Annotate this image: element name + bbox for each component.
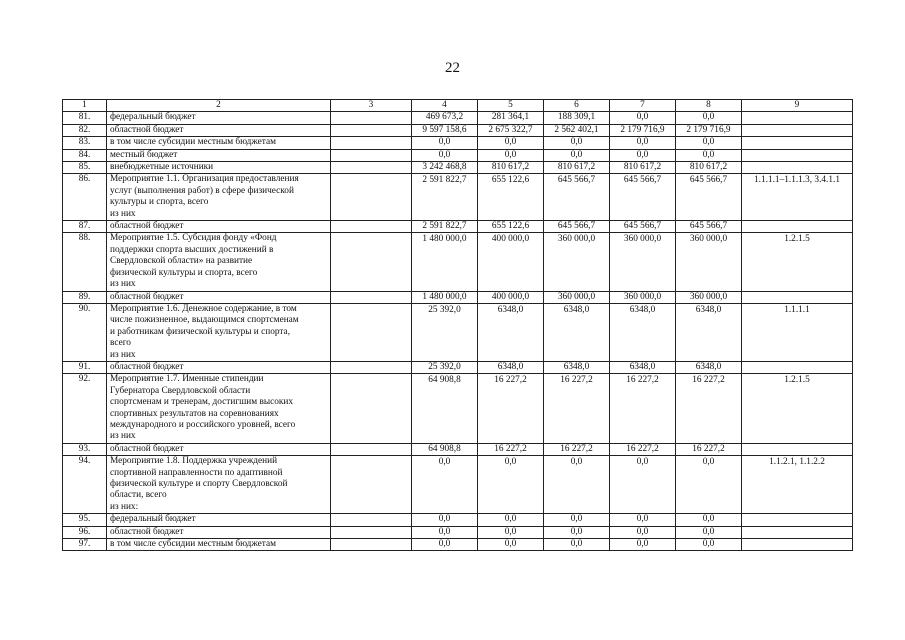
value-cell: 25 392,0 [412,361,478,373]
value-cell: 0,0 [544,539,610,551]
value-cell: 6348,0 [676,361,742,373]
row-number-cell: 97. [63,539,107,551]
row-name-line: Губернатора Свердловской области [110,385,251,396]
value-cell: 16 227,2 [544,374,610,443]
row-name-line: спортивной направленности по адаптивной [110,467,283,478]
row-name-cell [107,124,331,136]
row-name-line: в том числе субсидии местным бюджетам [110,539,276,550]
value-cell: 655 122,6 [478,174,544,221]
row-number-cell: 93. [63,443,107,455]
value-cell: 0,0 [412,514,478,526]
row-name-cell [107,221,331,233]
row-number-cell: 89. [63,291,107,303]
value-cell: 0,0 [676,539,742,551]
header-cell: 1 [63,100,107,112]
row-name-line: из них: [110,501,139,512]
target-indicator-cell [742,137,853,149]
row-name-line: спортсменам и тренерам, достигшим высоких [110,397,294,408]
row-name-cell [107,174,331,221]
value-cell: 9 597 158,6 [412,124,478,136]
row-name-line: физической культуры и спорта, всего [110,267,258,278]
table-row [63,443,853,455]
row-name-cell [107,456,331,514]
table-row [63,539,853,551]
header-cell: 8 [676,100,742,112]
row-number-cell: 87. [63,221,107,233]
column-3-cell [331,526,412,538]
value-cell: 188 309,1 [544,112,610,124]
page-number: 22 [445,60,460,76]
row-name-cell [107,233,331,291]
value-cell: 0,0 [478,526,544,538]
value-cell: 16 227,2 [610,374,676,443]
value-cell: 400 000,0 [478,233,544,291]
table-row [63,137,853,149]
value-cell: 64 908,8 [412,443,478,455]
row-number-cell: 84. [63,149,107,161]
row-name-line: Мероприятие 1.6. Денежное содержание, в том [110,303,297,314]
target-indicator-cell [742,443,853,455]
header-cell: 3 [331,100,412,112]
value-cell: 0,0 [478,514,544,526]
value-cell: 6348,0 [478,361,544,373]
column-3-cell [331,221,412,233]
row-number-cell: 91. [63,361,107,373]
row-name-cell [107,137,331,149]
value-cell: 16 227,2 [676,374,742,443]
row-number-cell: 90. [63,303,107,361]
value-cell: 0,0 [610,149,676,161]
value-cell: 810 617,2 [610,162,676,174]
column-3-cell [331,162,412,174]
value-cell: 2 562 402,1 [544,124,610,136]
row-number-cell: 95. [63,514,107,526]
row-name-line: областной бюджет [110,361,184,372]
value-cell: 0,0 [610,539,676,551]
value-cell: 6348,0 [544,303,610,361]
value-cell: 2 591 822,7 [412,174,478,221]
value-cell: 0,0 [544,149,610,161]
value-cell: 0,0 [676,137,742,149]
row-name-line: услуг (выполнения работ) в сфере физической [110,185,294,196]
value-cell: 1 480 000,0 [412,233,478,291]
value-cell: 645 566,7 [610,221,676,233]
row-name-line: из них [110,208,136,219]
value-cell: 400 000,0 [478,291,544,303]
table-row [63,174,853,221]
value-cell: 645 566,7 [544,174,610,221]
value-cell: 810 617,2 [676,162,742,174]
table-row [63,221,853,233]
row-name-cell [107,539,331,551]
target-indicator-cell [742,112,853,124]
value-cell: 2 675 322,7 [478,124,544,136]
row-number-cell: 94. [63,456,107,514]
row-name-line: числе пожизненное, выдающимся спортсменам [110,315,299,326]
value-cell: 0,0 [610,456,676,514]
value-cell: 0,0 [676,112,742,124]
table-row [63,233,853,291]
row-name-line: местный бюджет [110,149,178,160]
value-cell: 0,0 [544,137,610,149]
row-name-line: областной бюджет [110,526,184,537]
value-cell: 3 242 468,8 [412,162,478,174]
column-3-cell [331,112,412,124]
value-cell: 810 617,2 [478,162,544,174]
table-row [63,291,853,303]
target-indicator-cell [742,221,853,233]
row-name-line: федеральный бюджет [110,112,196,123]
value-cell: 0,0 [412,149,478,161]
value-cell: 0,0 [676,526,742,538]
value-cell: 360 000,0 [610,291,676,303]
value-cell: 6348,0 [478,303,544,361]
table-row [63,514,853,526]
value-cell: 0,0 [478,149,544,161]
column-3-cell [331,124,412,136]
row-name-line: Мероприятие 1.8. Поддержка учреждений [110,456,278,467]
row-name-cell [107,526,331,538]
row-number-cell: 86. [63,174,107,221]
row-name-cell [107,149,331,161]
header-cell: 9 [742,100,853,112]
value-cell: 0,0 [544,526,610,538]
header-cell: 5 [478,100,544,112]
row-number-cell: 82. [63,124,107,136]
value-cell: 0,0 [412,456,478,514]
target-indicator-cell: 1.1.1.1 [742,303,853,361]
column-3-cell [331,291,412,303]
row-name-line: Мероприятие 1.1. Организация предоставления [110,174,299,185]
value-cell: 360 000,0 [544,233,610,291]
table-row [63,361,853,373]
table-body [63,100,853,551]
target-indicator-cell [742,291,853,303]
value-cell: 645 566,7 [676,221,742,233]
value-cell: 360 000,0 [544,291,610,303]
value-cell: 25 392,0 [412,303,478,361]
column-3-cell [331,137,412,149]
row-name-line: поддержки спорта высших достижений в [110,244,274,255]
row-number-cell: 96. [63,526,107,538]
value-cell: 0,0 [478,456,544,514]
table-row [63,303,853,361]
value-cell: 645 566,7 [676,174,742,221]
row-name-line: из них [110,349,136,360]
value-cell: 0,0 [412,539,478,551]
column-3-cell [331,443,412,455]
row-name-line: спортивных результатов на соревнованиях [110,408,279,419]
budget-table [62,99,853,551]
value-cell: 360 000,0 [676,291,742,303]
row-name-line: Свердловской области» на развитие [110,256,253,267]
row-name-line: области, всего [110,490,167,501]
row-number-cell: 81. [63,112,107,124]
column-3-cell [331,361,412,373]
row-name-line: областной бюджет [110,124,184,135]
value-cell: 6348,0 [676,303,742,361]
value-cell: 0,0 [478,539,544,551]
column-3-cell [331,539,412,551]
column-3-cell [331,233,412,291]
row-number-cell: 88. [63,233,107,291]
value-cell: 2 179 716,9 [676,124,742,136]
row-name-line: областной бюджет [110,443,184,454]
value-cell: 0,0 [478,137,544,149]
row-name-line: и работникам физической культуры и спорта, [110,326,291,337]
value-cell: 0,0 [676,149,742,161]
row-name-line: всего [110,338,131,349]
value-cell: 0,0 [610,526,676,538]
target-indicator-cell [742,526,853,538]
target-indicator-cell [742,539,853,551]
value-cell: 810 617,2 [544,162,610,174]
row-name-cell [107,443,331,455]
target-indicator-cell [742,162,853,174]
target-indicator-cell: 1.2.1.5 [742,233,853,291]
value-cell: 64 908,8 [412,374,478,443]
target-indicator-cell [742,124,853,136]
value-cell: 2 591 822,7 [412,221,478,233]
row-name-line: физической культуре и спорту Свердловской [110,479,288,489]
table-row [63,456,853,514]
value-cell: 1 480 000,0 [412,291,478,303]
value-cell: 645 566,7 [610,174,676,221]
header-cell: 4 [412,100,478,112]
column-3-cell [331,174,412,221]
header-cell: 6 [544,100,610,112]
column-3-cell [331,303,412,361]
table-row [63,124,853,136]
row-name-cell [107,374,331,443]
row-name-line: в том числе субсидии местным бюджетам [110,137,276,148]
value-cell: 6348,0 [544,361,610,373]
value-cell: 16 227,2 [478,374,544,443]
target-indicator-cell [742,361,853,373]
row-number-cell: 92. [63,374,107,443]
value-cell: 0,0 [676,514,742,526]
value-cell: 6348,0 [610,361,676,373]
value-cell: 0,0 [544,514,610,526]
row-name-cell [107,162,331,174]
row-name-cell [107,303,331,361]
row-name-line: международного и российского уровней, всего [110,419,296,430]
value-cell: 0,0 [412,137,478,149]
row-name-line: культуры и спорта, всего [110,197,209,208]
row-name-line: Мероприятие 1.7. Именные стипендии [110,374,264,385]
row-name-line: областной бюджет [110,291,184,302]
row-name-cell [107,514,331,526]
header-cell: 7 [610,100,676,112]
value-cell: 655 122,6 [478,221,544,233]
column-3-cell [331,514,412,526]
row-name-cell [107,361,331,373]
table-row [63,374,853,443]
row-number-cell: 83. [63,137,107,149]
value-cell: 0,0 [544,456,610,514]
target-indicator-cell: 1.1.1.1–1.1.1.3, 3.4.1.1 [742,174,853,221]
row-name-line: из них [110,279,136,290]
row-name-line: Мероприятие 1.5. Субсидия фонду «Фонд [110,233,277,244]
row-name-cell [107,112,331,124]
table-row [63,526,853,538]
value-cell: 0,0 [610,112,676,124]
value-cell: 0,0 [412,526,478,538]
column-3-cell [331,456,412,514]
header-cell: 2 [107,100,331,112]
value-cell: 16 227,2 [478,443,544,455]
table-row [63,112,853,124]
value-cell: 360 000,0 [610,233,676,291]
value-cell: 281 364,1 [478,112,544,124]
table-header-row [63,100,853,112]
row-name-cell [107,291,331,303]
column-3-cell [331,374,412,443]
table-row [63,149,853,161]
value-cell: 469 673,2 [412,112,478,124]
row-name-line: федеральный бюджет [110,514,196,525]
value-cell: 360 000,0 [676,233,742,291]
target-indicator-cell: 1.2.1.5 [742,374,853,443]
value-cell: 16 227,2 [676,443,742,455]
value-cell: 645 566,7 [544,221,610,233]
value-cell: 2 179 716,9 [610,124,676,136]
value-cell: 0,0 [610,137,676,149]
value-cell: 16 227,2 [610,443,676,455]
value-cell: 16 227,2 [544,443,610,455]
row-name-line: внебюджетные источники [110,162,214,173]
target-indicator-cell [742,149,853,161]
row-name-line: областной бюджет [110,221,184,232]
column-3-cell [331,149,412,161]
value-cell: 6348,0 [610,303,676,361]
row-name-line: из них [110,431,136,442]
target-indicator-cell: 1.1.2.1, 1.1.2.2 [742,456,853,514]
table-row [63,162,853,174]
row-number-cell: 85. [63,162,107,174]
value-cell: 0,0 [610,514,676,526]
value-cell: 0,0 [676,456,742,514]
target-indicator-cell [742,514,853,526]
